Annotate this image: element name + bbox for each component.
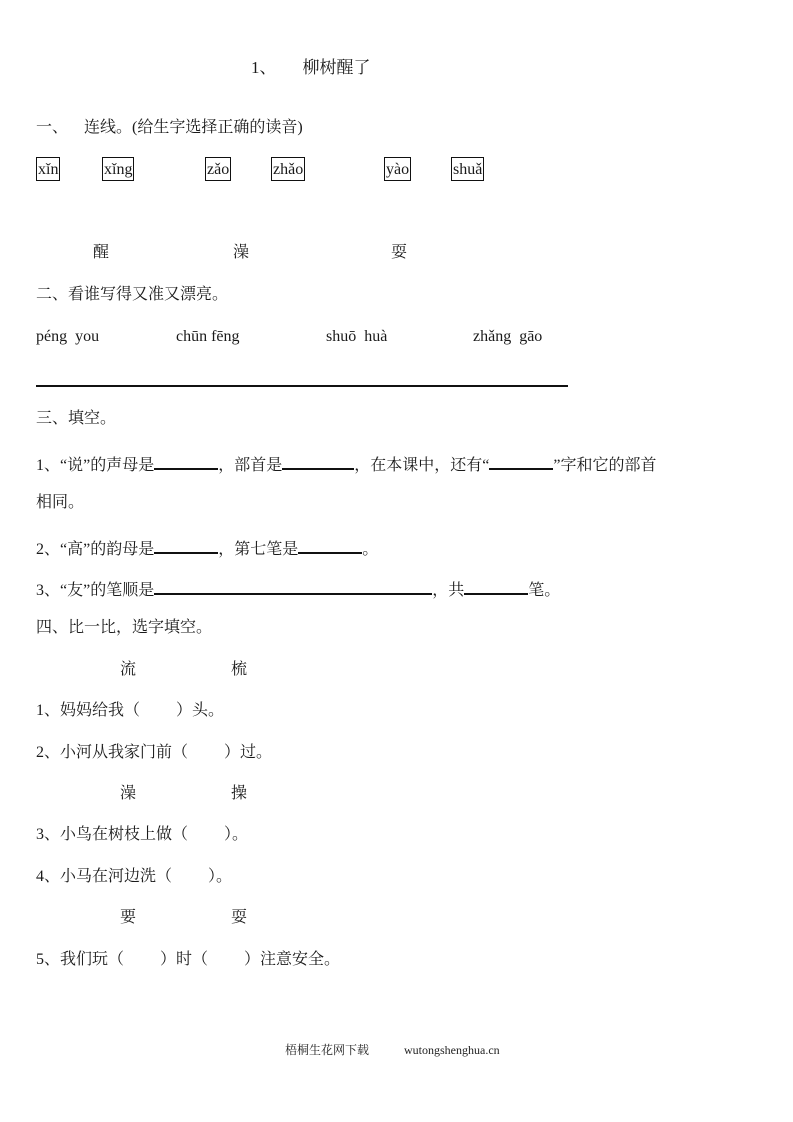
- pinyin-word: zhǎng gāo: [473, 328, 543, 345]
- section3-heading: 三、填空。: [36, 410, 117, 427]
- question-text: ）过。: [224, 744, 273, 761]
- character[interactable]: 澡: [233, 244, 250, 261]
- pinyin-box[interactable]: xǐn: [36, 157, 60, 181]
- section1-number: 一、: [36, 119, 69, 136]
- section2-heading: 二、看谁写得又准又漂亮。: [36, 286, 229, 303]
- fill-question-1-cont: 相同。: [36, 494, 85, 511]
- question-text: ，第七笔是: [218, 541, 299, 558]
- character[interactable]: 醒: [93, 244, 110, 261]
- pinyin-word: péng you: [36, 328, 100, 345]
- question-text: 。: [362, 541, 379, 558]
- section1-title: 连线。(给生字选择正确的读音): [84, 119, 303, 136]
- title-text: 柳树醒了: [302, 58, 371, 77]
- choice-question-5: [36, 950, 340, 970]
- pinyin-box[interactable]: shuǎ: [451, 157, 484, 181]
- section1-heading: [36, 118, 303, 138]
- question-text: ）时（: [160, 951, 209, 968]
- page-title: [251, 58, 371, 78]
- pinyin-word: shuō huà: [326, 328, 388, 345]
- title-number: 1、: [251, 58, 277, 77]
- question-text: ）头。: [176, 702, 225, 719]
- pinyin-box[interactable]: zǎo: [205, 157, 231, 181]
- choice-char: 梳: [231, 661, 248, 678]
- fill-question-2: [36, 536, 378, 560]
- answer-blank[interactable]: [298, 536, 362, 554]
- question-text: ）。: [208, 868, 233, 885]
- pinyin-box[interactable]: xǐng: [102, 157, 134, 181]
- answer-blank[interactable]: [154, 536, 218, 554]
- question-text: ”字和它的部首: [553, 457, 657, 474]
- choice-char: 要: [120, 909, 137, 926]
- question-text: ，共: [432, 582, 465, 599]
- answer-blank[interactable]: [282, 452, 354, 470]
- question-text: ）注意安全。: [244, 951, 341, 968]
- pinyin-box[interactable]: zhǎo: [271, 157, 305, 181]
- footer-website[interactable]: wutongshenghua.cn: [404, 1043, 500, 1057]
- choice-char: 操: [231, 785, 248, 802]
- answer-blank[interactable]: [154, 577, 432, 595]
- fill-question-1: [36, 452, 656, 476]
- choice-question-2: [36, 743, 272, 763]
- writing-line[interactable]: [36, 385, 568, 387]
- question-text: 3、小鸟在树枝上做（: [36, 826, 189, 843]
- pinyin-box[interactable]: yào: [384, 157, 411, 181]
- question-text: 1、“说”的声母是: [36, 457, 155, 474]
- choice-question-1: [36, 701, 224, 721]
- answer-blank[interactable]: [154, 452, 218, 470]
- question-text: ）。: [224, 826, 249, 843]
- answer-blank[interactable]: [464, 577, 528, 595]
- question-text: 笔。: [528, 582, 561, 599]
- question-text: 3、“友”的笔顺是: [36, 582, 155, 599]
- question-text: 4、小马在河边洗（: [36, 868, 173, 885]
- section4-heading: 四、比一比，选字填空。: [36, 619, 213, 636]
- question-text: 1、妈妈给我（: [36, 702, 141, 719]
- choice-char: 澡: [120, 785, 137, 802]
- question-text: 2、“高”的韵母是: [36, 541, 155, 558]
- fill-question-3: [36, 577, 560, 601]
- footer-source: 梧桐生花网下载: [285, 1043, 370, 1057]
- choice-char: 耍: [231, 909, 248, 926]
- answer-blank[interactable]: [489, 452, 553, 470]
- question-text: ，部首是: [218, 457, 283, 474]
- choice-question-3: [36, 825, 248, 845]
- question-text: 5、我们玩（: [36, 951, 125, 968]
- character[interactable]: 耍: [391, 244, 408, 261]
- question-text: ，在本课中，还有“: [354, 457, 490, 474]
- question-text: 2、小河从我家门前（: [36, 744, 189, 761]
- pinyin-word: chūn fēng: [176, 328, 240, 345]
- choice-char: 流: [120, 661, 137, 678]
- choice-question-4: [36, 867, 232, 887]
